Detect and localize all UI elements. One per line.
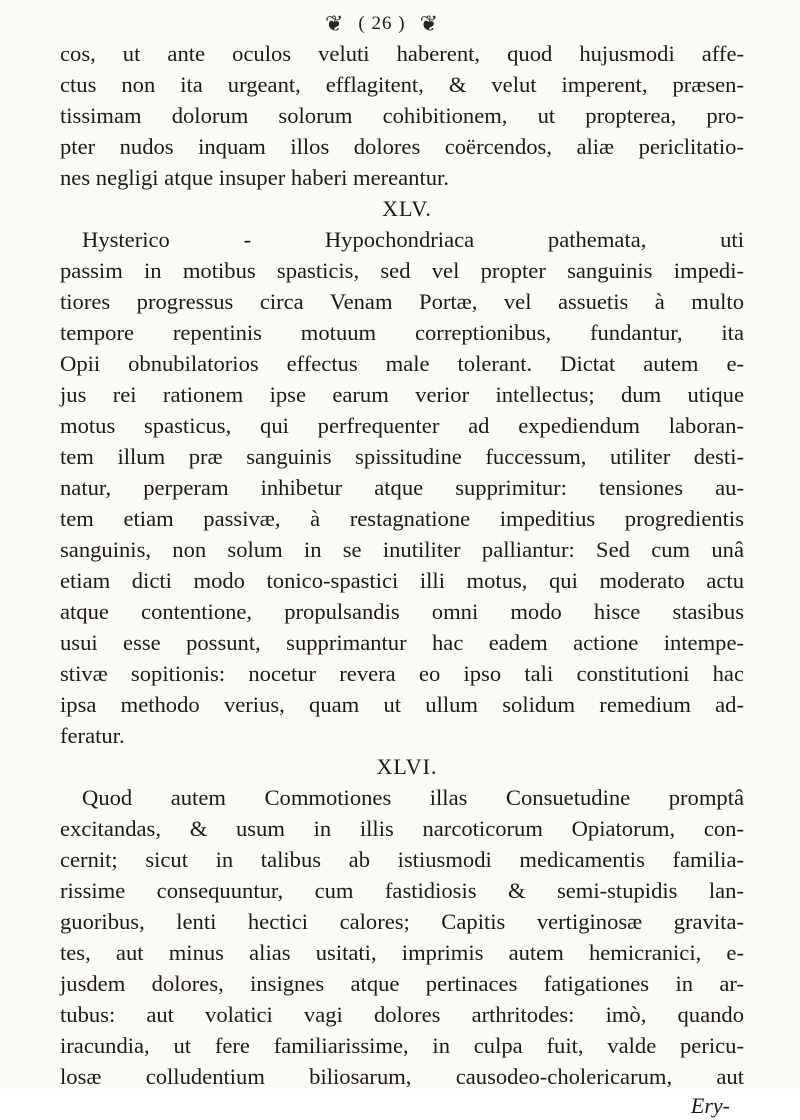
text-line: ipsa methodo verius, quam ut ullum solidum remedium ad- (60, 692, 744, 717)
text-line: passim in motibus spasticis, sed vel propter sanguinis impedi- (60, 258, 744, 283)
section-number-46: XLVI. (376, 754, 438, 779)
page-header (20, 10, 744, 38)
text-line: tiores progressus circa Venam Portæ, vel assuetis à multo (60, 289, 744, 314)
text-line: tempore repentinis motuum correptionibus, fundantur, ita (60, 320, 744, 345)
text-line: jusdem dolores, insignes atque pertinaces fatigationes in ar- (60, 971, 744, 996)
text-line: stivæ sopitionis: nocetur revera eo ipso tali constitutioni hac (60, 661, 744, 686)
text-line: losæ colludentium biliosarum, causodeo-cholericarum, aut (60, 1064, 744, 1089)
page-number: ( 26 ) (358, 13, 406, 34)
ornament-right-icon: ❦ (419, 11, 440, 36)
text-line: natur, perperam inhibetur atque supprimitur: tensiones au- (60, 475, 744, 500)
text-line: etiam dicti modo tonico-spastici illi motus, qui moderato actu (60, 568, 744, 593)
section-number-45: XLV. (382, 196, 432, 221)
text-line: feratur. (60, 723, 125, 748)
text-line: ctus non ita urgeant, efflagitent, & velut imperent, præsen- (60, 72, 744, 97)
text-line: nes negligi atque insuper haberi mereantur. (60, 165, 449, 190)
text-line: cos, ut ante oculos veluti haberent, quod hujusmodi affe- (60, 41, 744, 66)
text-line: atque contentione, propulsandis omni modo hisce stasibus (60, 599, 744, 624)
text-line: jus rei rationem ipse earum verior intellectus; dum utique (60, 382, 744, 407)
body-text (60, 38, 744, 1120)
text-line: guoribus, lenti hectici calores; Capitis vertiginosæ gravita- (60, 909, 744, 934)
text-line: Opii obnubilatorios effectus male tolerant. Dictat autem e- (60, 351, 744, 376)
text-line: sanguinis, non solum in se inutiliter palliantur: Sed cum unâ (60, 537, 744, 562)
text-line: tem etiam passivæ, à restagnatione impeditius progredientis (60, 506, 744, 531)
text-line: excitandas, & usum in illis narcoticorum Opiatorum, con- (60, 816, 744, 841)
text-line: rissime consequuntur, cum fastidiosis & semi-stupidis lan- (60, 878, 744, 903)
text-line: tem illum præ sanguinis spissitudine fuccessum, utiliter desti- (60, 444, 744, 469)
text-line: Hysterico - Hypochondriaca pathemata, uti (82, 227, 744, 252)
ornament-left-icon: ❦ (324, 11, 345, 36)
text-line: tissimam dolorum solorum cohibitionem, ut propterea, pro- (60, 103, 744, 128)
text-line: usui esse possunt, supprimantur hac eadem actione intempe- (60, 630, 744, 655)
text-line: cernit; sicut in talibus ab istiusmodi medicamentis familia- (60, 847, 744, 872)
text-line: Quod autem Commotiones illas Consuetudine promptâ (82, 785, 744, 810)
text-line: motus spasticus, qui perfrequenter ad expediendum laboran- (60, 413, 744, 438)
text-line: pter nudos inquam illos dolores coërcendos, aliæ periclitatio- (60, 134, 744, 159)
text-line: tubus: aut volatici vagi dolores arthritodes: imò, quando (60, 1002, 744, 1027)
text-line: tes, aut minus alias usitati, imprimis autem hemicranici, e- (60, 940, 744, 965)
catchword: Ery- (690, 1093, 730, 1118)
text-line: iracundia, ut fere familiarissime, in culpa fuit, valde pericu- (60, 1033, 744, 1058)
